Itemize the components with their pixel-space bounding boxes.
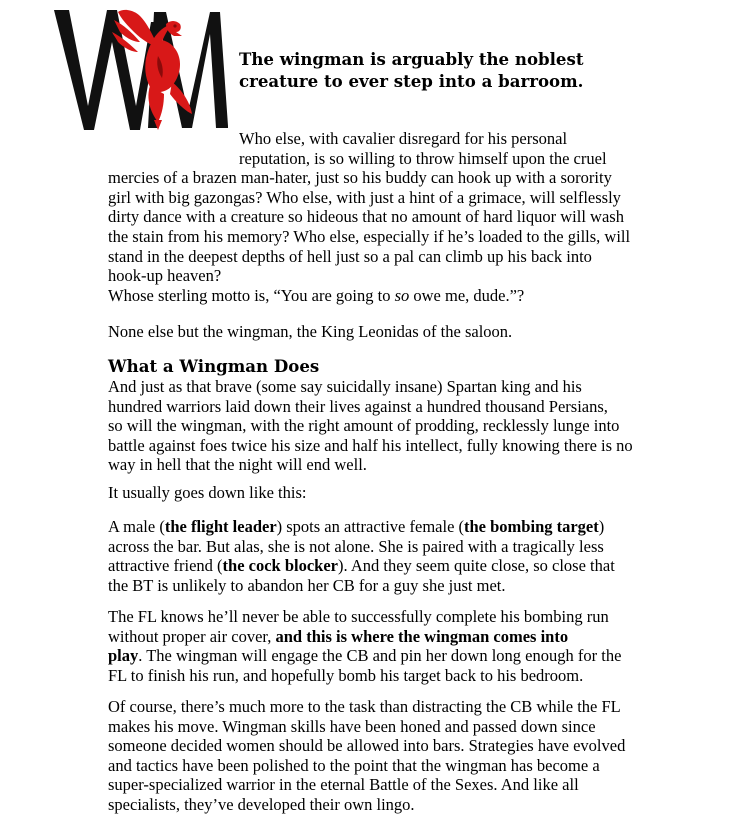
text-run: attractive friend ( [108,556,223,576]
skills-line: Of course, there’s much more to the task than distracting the CB while the FL [108,697,621,716]
text-run: ) [598,517,605,536]
skills-line: super-specialized warrior in the eternal Battle of the Sexes. And like all [108,775,579,795]
intro-line: mercies of a brazen man-hater, just so his buddy can hook up with a sorority [108,168,612,188]
flight-leader-line: the BT is unlikely to abandon her CB for a guy she just met. [108,575,506,595]
spartan-line: hundred warriors laid down their lives against a hundred thousand Persians, [108,396,608,416]
intro-line: reputation, is so willing to throw himself upon the cruel [239,148,607,168]
air-cover-line [108,627,708,647]
spartan-line: way in hell that the night will end well. [108,455,367,475]
flight-leader-line [108,517,708,537]
air-cover-line: The FL knows he’ll never be able to successfully complete his bombing run [108,607,609,626]
intro-line: hook-up heaven? [108,266,222,286]
wm-logo [54,2,228,132]
spartan-line: so will the wingman, with the right amount of prodding, recklessly lunge into [108,416,620,436]
flight-leader-paragraph [108,517,708,595]
wm-eagle-logo-icon [54,2,228,132]
term-bombing-target: the bombing target [464,517,599,536]
leonidas-line: None else but the wingman, the King Leonidas of the saloon. [108,322,513,341]
term-cock-blocker: the cock blocker [222,556,339,576]
intro-paragraph [108,129,708,286]
spartan-line: battle against foes twice his size and half his intellect, fully knowing there is no [108,435,633,455]
flight-leader-line [108,556,708,576]
motto-line [108,286,708,306]
motto-text-before: Whose sterling motto is, “You are going to [108,286,395,305]
text-run: A male ( [108,517,165,536]
headline [239,48,679,92]
headline-line-1: The wingman is arguably the noblest [239,49,584,69]
skills-line: and tactics have been polished to the point that the wingman has become a [108,755,600,775]
intro-line: Who else, with cavalier disregard for his personal [239,129,568,148]
air-cover-line [108,646,708,666]
text-run: without proper air cover, [108,626,276,646]
intro-line: girl with big gazongas? Who else, with just a hint of a grimace, will selflessly [108,187,621,207]
skills-paragraph [108,697,708,815]
skills-line: someone decided women should be allowed into bars. Strategies have evolved [108,736,626,756]
usually-paragraph [108,483,708,503]
motto-paragraph [108,286,708,306]
air-cover-line: FL to finish his run, and hopefully bomb his target back to his bedroom. [108,665,584,685]
flight-leader-line: across the bar. But alas, she is not alone. She is paired with a tragically less [108,536,604,556]
intro-line: dirty dance with a creature so hideous that no amount of hard liquor will wash [108,207,624,227]
skills-line: specialists, they’ve developed their own lingo. [108,794,415,814]
spartan-paragraph [108,377,708,475]
text-run: ). And they seem quite close, so close that [338,556,615,576]
leonidas-paragraph [108,322,708,342]
text-run: ) spots an attractive female ( [276,517,465,536]
section-heading: What a Wingman Does [108,356,320,376]
skills-line: makes his move. Wingman skills have been honed and passed down since [108,716,596,736]
air-cover-paragraph [108,607,708,685]
text-run: . The wingman will engage the CB and pin her down long enough for the [138,646,622,666]
emphasis-wingman-role: and this is where the wingman comes into [275,626,569,646]
usually-line: It usually goes down like this: [108,483,307,502]
motto-emphasis: so [394,286,410,305]
intro-line: the stain from his memory? Who else, especially if he’s loaded to the gills, will [108,226,631,246]
intro-line: stand in the deepest depths of hell just so a pal can climb up his back into [108,246,592,266]
term-flight-leader: the flight leader [164,517,277,536]
headline-line-2: creature to ever step into a barroom. [239,71,584,91]
spartan-line: And just as that brave (some say suicidally insane) Spartan king and his [108,377,582,396]
motto-text-after: owe me, dude.”? [409,286,525,305]
emphasis-wingman-role: play [108,646,139,666]
